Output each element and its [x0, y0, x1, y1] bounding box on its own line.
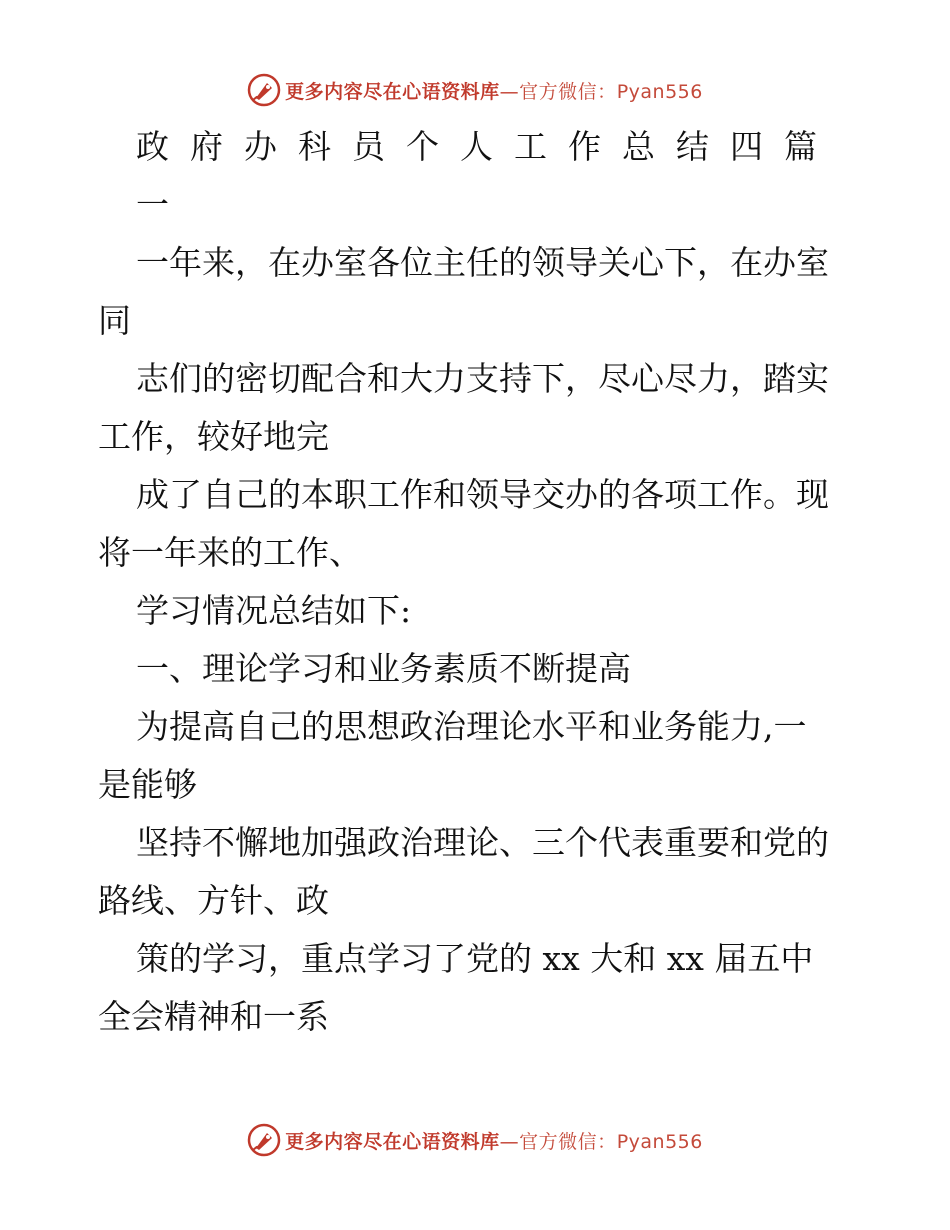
watermark-site-text: 更多内容尽在心语资料库 — [285, 80, 500, 103]
watermark-text — [285, 1127, 703, 1154]
text-line: 坚持不懈地加强政治理论、三个代表重要和党的 — [136, 823, 829, 862]
watermark-wechat-id: Pyan556 — [616, 80, 703, 103]
text-line: 为提高自己的思想政治理论水平和业务能力,一 — [136, 707, 807, 746]
pen-nib-logo-icon — [247, 73, 281, 107]
watermark-site-text: 更多内容尽在心语资料库 — [285, 1130, 500, 1153]
watermark-wechat-id: Pyan556 — [616, 1130, 703, 1153]
watermark-header — [0, 70, 950, 110]
text-line: 志们的密切配合和大力支持下，尽心尽力，踏实 — [136, 359, 829, 398]
text-line: 一年来，在办室各位主任的领导关心下，在办室 — [136, 243, 829, 282]
text-line: 全会精神和一系 — [98, 997, 329, 1036]
watermark-text — [285, 77, 703, 104]
section-marker: 一 — [136, 185, 169, 224]
document-body — [98, 118, 858, 1046]
text-line: 一、理论学习和业务素质不断提高 — [136, 649, 631, 688]
text-line: 路线、方针、政 — [98, 881, 329, 920]
watermark-dash: — — [499, 80, 520, 103]
watermark-dash: — — [499, 1130, 520, 1153]
text-lines — [98, 234, 858, 1046]
text-line: 是能够 — [98, 765, 197, 804]
text-line: 工作，较好地完 — [98, 417, 329, 456]
watermark-footer — [0, 1120, 950, 1160]
text-line: 学习情况总结如下: — [136, 591, 412, 630]
document-title: 政府办科员个人工作总结四篇 — [136, 127, 838, 166]
watermark-wechat-label: 官方微信： — [519, 1130, 617, 1153]
text-line: 策的学习，重点学习了党的 xx 大和 xx 届五中 — [136, 939, 814, 978]
text-line: 成了自己的本职工作和领导交办的各项工作。现 — [136, 475, 829, 514]
watermark-wechat-label: 官方微信： — [519, 80, 617, 103]
text-line: 同 — [98, 301, 131, 340]
pen-nib-logo-icon — [247, 1123, 281, 1157]
text-line: 将一年来的工作、 — [98, 533, 362, 572]
